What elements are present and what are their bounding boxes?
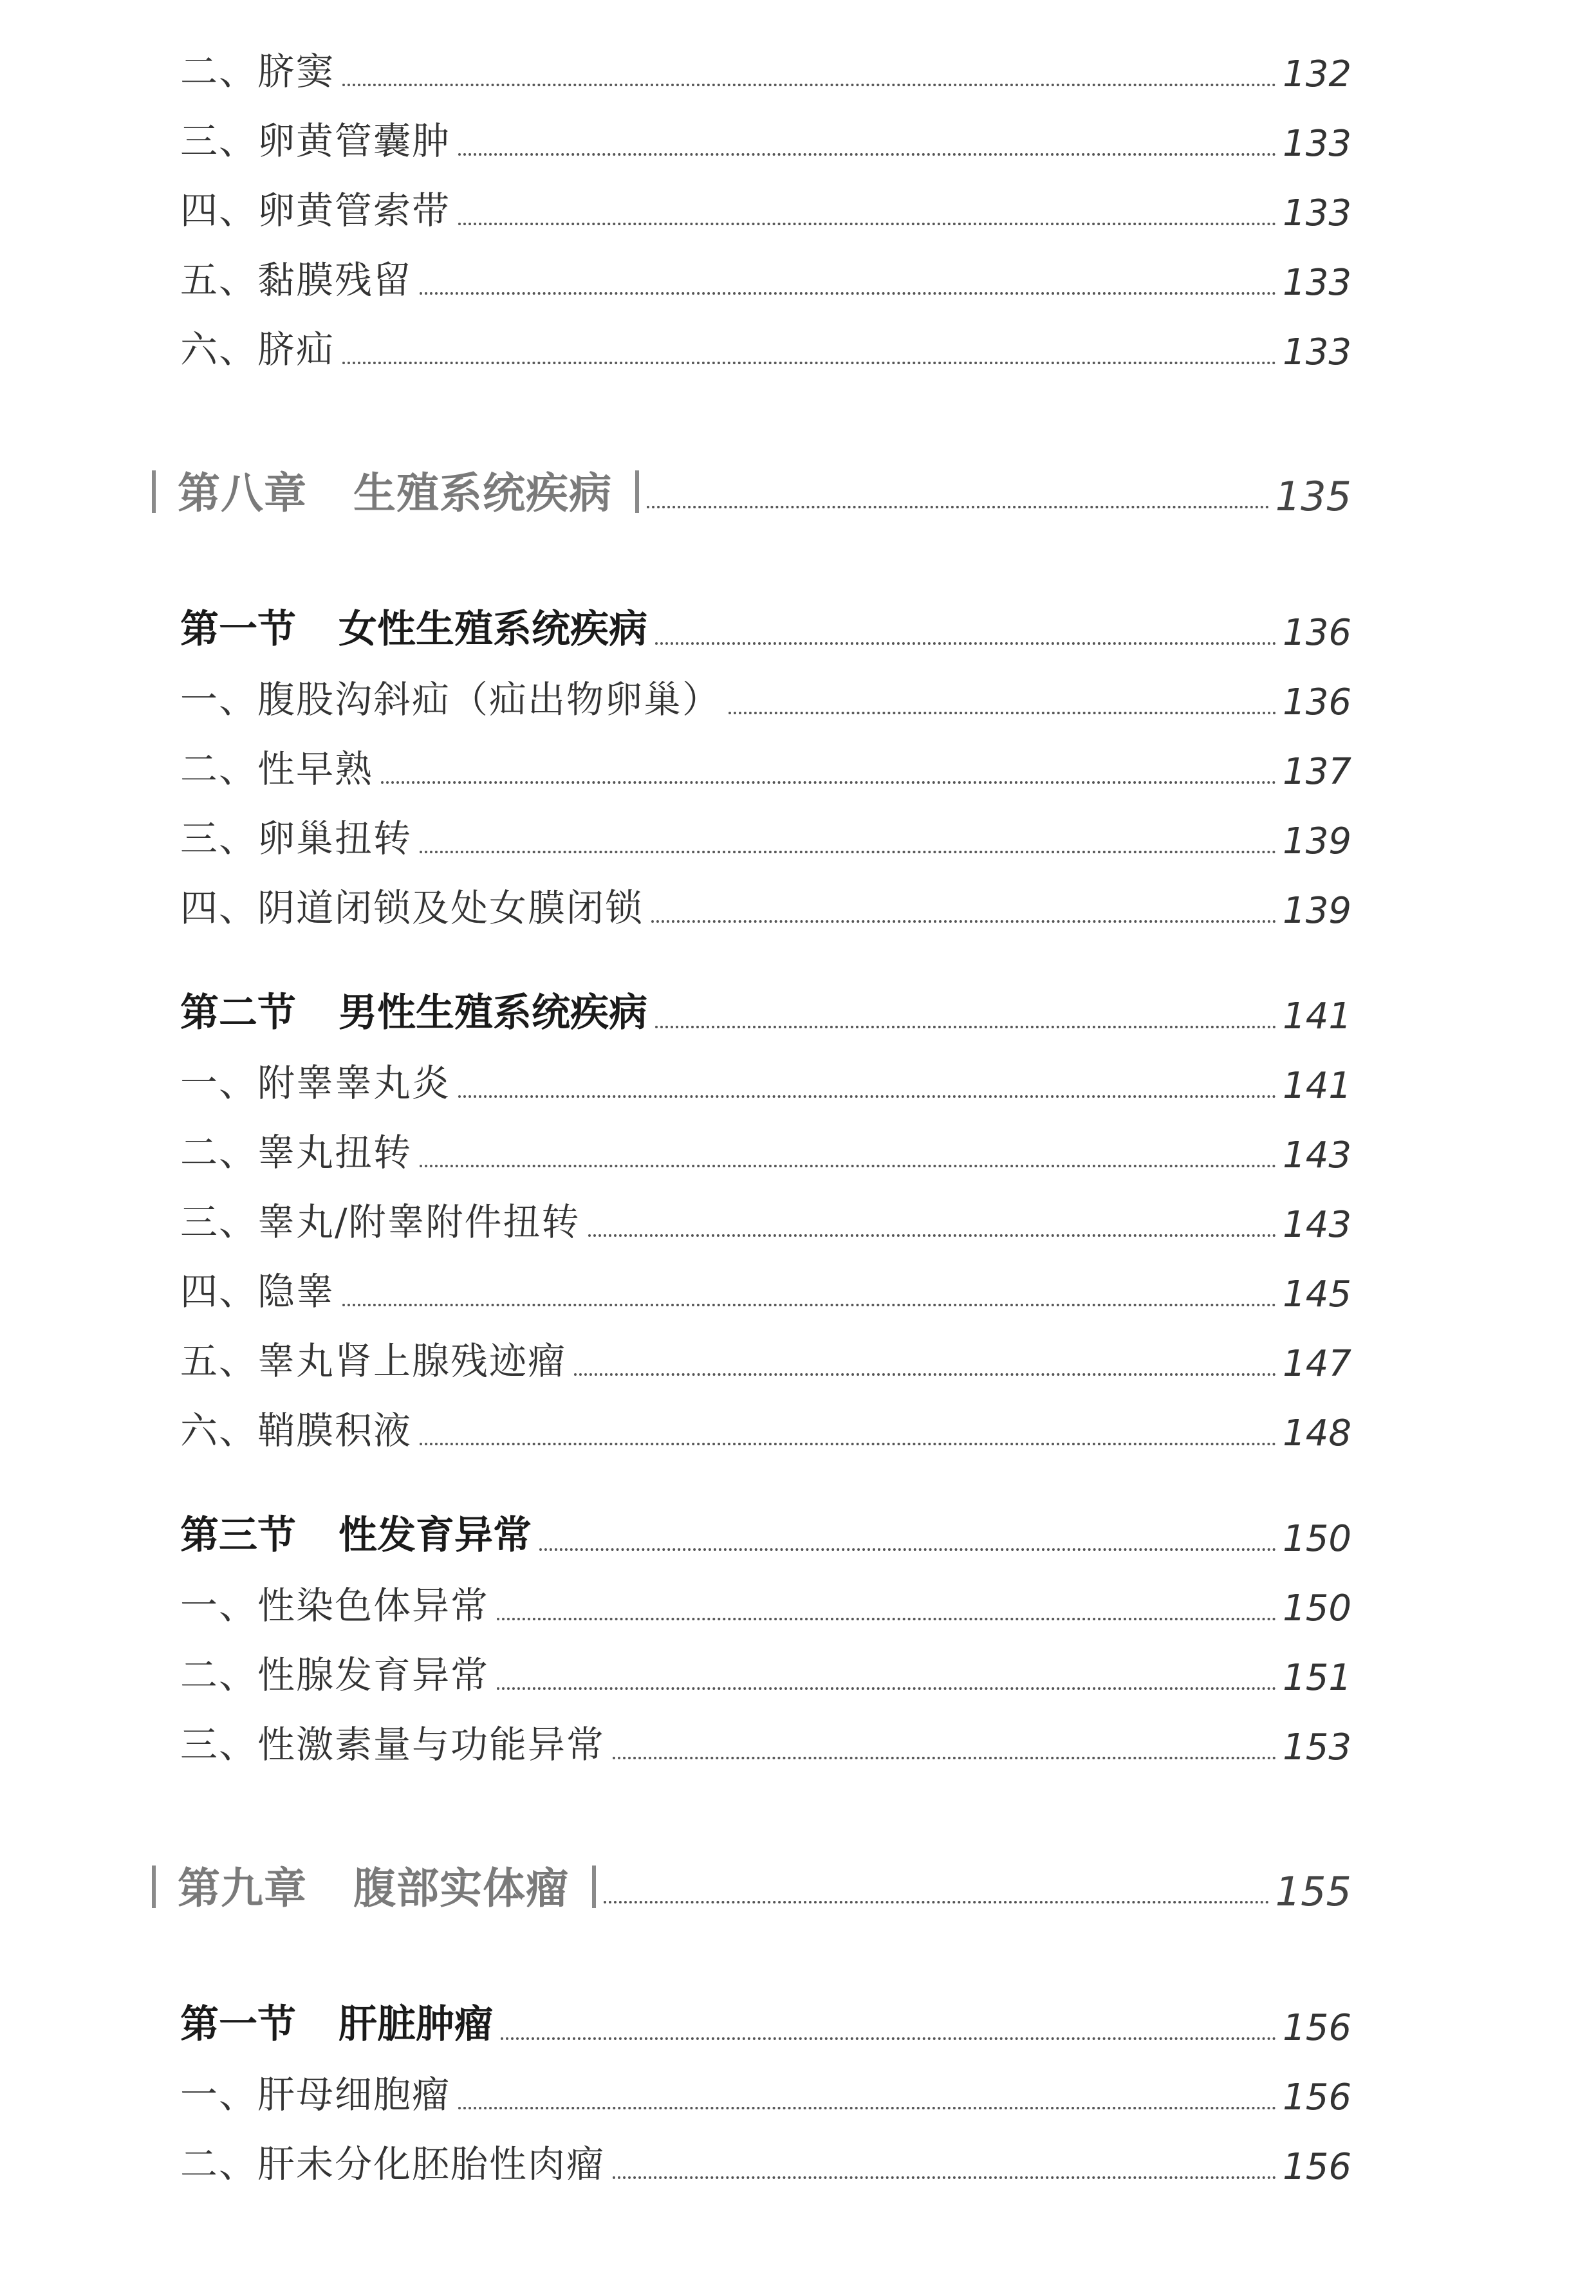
toc-item-row[interactable] [180,1398,1351,1454]
item-title: 隐睾 [257,1270,335,1313]
item-title: 性染色体异常 [257,1584,490,1627]
page-number: 151 [1283,1657,1351,1699]
dot-leader [651,920,1276,923]
dot-leader [458,153,1276,156]
item-number: 四、 [180,1270,258,1313]
toc-item-row[interactable] [180,1642,1351,1699]
toc-item-row[interactable] [180,2062,1351,2118]
page-number: 148 [1283,1412,1351,1454]
section-number: 第二节 [180,990,296,1035]
toc-item-label [180,1122,412,1176]
toc-item-label [180,2064,450,2118]
page-number: 147 [1283,1343,1351,1385]
item-number: 五、 [180,258,258,302]
toc-item-row[interactable] [180,1328,1351,1385]
page-number: 137 [1283,751,1351,793]
item-title: 脐窦 [257,50,335,93]
toc-item-row[interactable] [180,1050,1351,1107]
toc-section-row[interactable] [180,597,1351,654]
toc-item-label [180,1575,489,1629]
toc-item-label [180,1331,566,1385]
page-number: 156 [1283,2007,1351,2049]
chapter-bar-left [152,1866,156,1908]
item-title: 卵黄管囊肿 [257,119,451,163]
dot-leader [497,1687,1276,1690]
item-title: 睾丸扭转 [257,1131,413,1174]
item-number: 一、 [180,678,258,721]
toc-item-row[interactable] [180,1120,1351,1176]
toc-item-label [180,1400,412,1454]
page-number: 139 [1283,820,1351,862]
page-number: 133 [1283,123,1351,165]
page-number: 143 [1283,1204,1351,1246]
item-title: 鞘膜积液 [257,1409,413,1452]
dot-leader [342,84,1276,86]
toc-item-row[interactable] [180,1573,1351,1629]
item-number: 三、 [180,1200,258,1244]
toc-item-label [180,41,335,95]
toc-section-label [180,982,647,1037]
toc-item-row[interactable] [180,247,1351,304]
toc-section-row[interactable] [180,1503,1351,1560]
toc-item-label [180,1192,580,1246]
dot-leader [655,642,1276,645]
toc-item-label [180,739,373,793]
dot-leader [501,2037,1276,2040]
item-title: 性早熟 [257,747,374,791]
dot-leader [497,1618,1276,1620]
chapter-bar-right [635,470,639,513]
dot-leader [604,1901,1269,1903]
toc-section-label [180,598,647,654]
chapter-bar-right [592,1866,596,1908]
toc-item-row[interactable] [180,667,1351,723]
toc-item-row[interactable] [180,736,1351,793]
item-number: 四、 [180,189,258,232]
dot-leader [458,1095,1276,1098]
dot-leader [420,851,1276,853]
item-title: 卵巢扭转 [257,817,413,860]
dot-leader [574,1373,1276,1376]
page-number: 136 [1283,612,1351,654]
dot-leader [342,1304,1276,1306]
item-number: 一、 [180,2073,258,2116]
item-title: 肝未分化胚胎性肉瘤 [257,2142,606,2186]
toc-item-row[interactable] [180,1189,1351,1246]
dot-leader [613,1757,1276,1759]
page-number: 135 [1275,473,1351,520]
toc-item-row[interactable] [180,317,1351,373]
item-title: 附睾睾丸炎 [257,1061,451,1105]
toc-item-label [180,1714,605,1768]
dot-leader [613,2176,1276,2179]
chapter-number: 第九章 [178,1864,307,1913]
section-title: 男性生殖系统疾病 [339,990,647,1035]
item-title: 睾丸/附睾附件扭转 [257,1200,580,1244]
toc-item-row[interactable] [180,39,1351,95]
dot-leader [647,506,1269,508]
toc-item-row[interactable] [180,806,1351,862]
page-number: 133 [1283,331,1351,373]
toc-item-row[interactable] [180,2131,1351,2188]
toc-section-label [180,1994,493,2049]
toc-section-row[interactable] [180,1992,1351,2049]
section-title: 肝脏肿瘤 [339,2002,493,2047]
item-number: 六、 [180,1409,258,1452]
page-number: 155 [1275,1868,1351,1915]
item-number: 二、 [180,1653,258,1697]
toc-section-row[interactable] [180,981,1351,1037]
chapter-title: 生殖系统疾病 [353,468,612,518]
item-number: 二、 [180,1131,258,1174]
page-number: 156 [1283,2077,1351,2118]
item-title: 卵黄管索带 [257,189,451,232]
page-number: 150 [1283,1518,1351,1560]
toc-chapter-row[interactable] [152,1848,1351,1915]
dot-leader [420,1165,1276,1167]
page-number: 133 [1283,262,1351,304]
item-number: 五、 [180,1339,258,1383]
toc-chapter-label [152,459,639,520]
dot-leader [342,362,1276,364]
section-number: 第三节 [180,1513,296,1558]
page-number: 133 [1283,192,1351,234]
toc-item-row[interactable] [180,875,1351,932]
section-number: 第一节 [180,2002,296,2047]
item-title: 腹股沟斜疝（疝出物卵巢） [257,678,721,721]
item-number: 一、 [180,1584,258,1627]
toc-item-label [180,111,450,165]
toc-item-label [180,808,412,862]
toc-item-label [180,2134,605,2188]
page-number: 145 [1283,1273,1351,1315]
toc-item-row[interactable] [180,178,1351,234]
page-number: 143 [1283,1134,1351,1176]
page-number: 132 [1283,53,1351,95]
dot-leader [655,1026,1276,1028]
toc-item-label [180,1261,335,1315]
toc-item-row[interactable] [180,1712,1351,1768]
item-number: 二、 [180,50,258,93]
chapter-title: 腹部实体瘤 [353,1864,569,1913]
chapter-number: 第八章 [178,468,307,518]
toc-item-label [180,1645,489,1699]
section-title: 性发育异常 [339,1513,532,1558]
toc-item-label [180,250,412,304]
page-number: 141 [1283,1065,1351,1107]
item-number: 三、 [180,119,258,163]
toc-section-label [180,1504,532,1560]
item-number: 二、 [180,747,258,791]
page-number: 150 [1283,1588,1351,1629]
item-title: 阴道闭锁及处女膜闭锁 [257,886,644,930]
toc-item-label [180,180,450,234]
toc-chapter-label [152,1854,596,1915]
item-title: 睾丸肾上腺残迹瘤 [257,1339,567,1383]
item-number: 二、 [180,2142,258,2186]
item-title: 性腺发育异常 [257,1653,490,1697]
dot-leader [420,1443,1276,1445]
item-number: 一、 [180,1061,258,1105]
page-number: 139 [1283,890,1351,932]
dot-leader [728,712,1276,714]
item-number: 三、 [180,817,258,860]
dot-leader [420,292,1276,295]
item-title: 性激素量与功能异常 [257,1723,606,1766]
dot-leader [458,2107,1276,2109]
item-title: 肝母细胞瘤 [257,2073,451,2116]
page-number: 156 [1283,2146,1351,2188]
item-title: 黏膜残留 [257,258,413,302]
dot-leader [381,781,1276,784]
dot-leader [539,1548,1276,1551]
toc-item-label [180,669,721,723]
item-number: 六、 [180,328,258,371]
page-number: 153 [1283,1727,1351,1768]
item-number: 四、 [180,886,258,930]
page-number: 136 [1283,681,1351,723]
page-number: 141 [1283,995,1351,1037]
toc-item-row[interactable] [180,1259,1351,1315]
toc-item-label [180,878,644,932]
section-title: 女性生殖系统疾病 [339,607,647,652]
item-title: 脐疝 [257,328,335,371]
item-number: 三、 [180,1723,258,1766]
toc-item-label [180,319,335,373]
toc-item-row[interactable] [180,108,1351,165]
toc-item-label [180,1053,450,1107]
dot-leader [588,1234,1277,1237]
dot-leader [458,223,1276,225]
toc-chapter-row[interactable] [152,453,1351,520]
section-number: 第一节 [180,607,296,652]
chapter-bar-left [152,470,156,513]
